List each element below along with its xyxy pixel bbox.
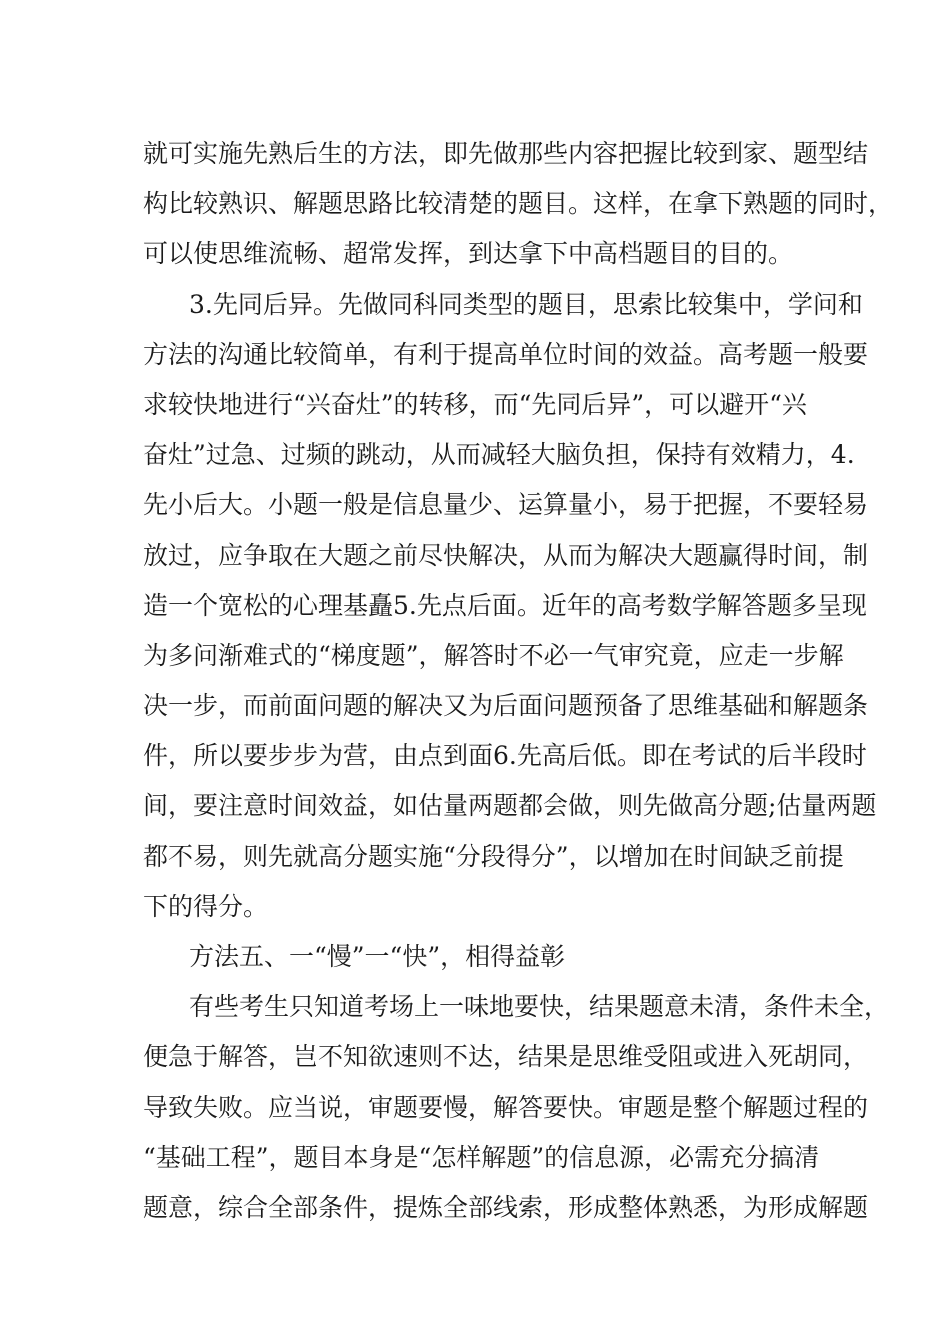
text-line: “基础工程”，题目本身是“怎样解题”的信息源，必需充分搞清 — [143, 1142, 820, 1172]
text-line: 决一步，而前面问题的解决又为后面问题预备了思维基础和解题条 — [143, 691, 869, 721]
body-text — [143, 129, 894, 1233]
text-line: 方法的沟通比较简单，有利于提高单位时间的效益。高考题一般要 — [143, 339, 869, 369]
section-heading: 方法五、一“慢”一“快”，相得益彰 — [189, 942, 566, 971]
text-line: 件，所以要步步为营，由点到面6.先高后低。即在考试的后半段时 — [143, 741, 867, 771]
text-line: 便急于解答，岂不知欲速则不达，结果是思维受阻或进入死胡同， — [143, 1042, 869, 1072]
text-line: 求较快地进行“兴奋灶”的转移，而“先同后异”，可以避开“兴 — [143, 389, 807, 419]
text-line: 奋灶”过急、过频的跳动，从而减轻大脑负担，保持有效精力，4. — [143, 440, 855, 470]
text-line: 导致失败。应当说，审题要慢，解答要快。审题是整个解题过程的 — [143, 1092, 869, 1122]
text-line: 放过，应争取在大题之前尽快解决，从而为解决大题赢得时间，制 — [143, 540, 869, 570]
paragraph-start-line: 有些考生只知道考场上一味地要快，结果题意未清，条件未全， — [189, 992, 890, 1022]
text-line: 就可实施先熟后生的方法，即先做那些内容把握比较到家、题型结 — [143, 139, 869, 168]
text-line: 造一个宽松的心理基矗5.先点后面。近年的高考数学解答题多呈现 — [143, 590, 867, 620]
text-line: 都不易，则先就高分题实施“分段得分”，以增加在时间缺乏前提 — [143, 841, 844, 871]
paragraph-start-line: 3.先同后异。先做同科同类型的题目，思索比较集中，学问和 — [189, 289, 863, 319]
text-line: 下的得分。 — [143, 891, 269, 921]
text-line: 题意，综合全部条件，提炼全部线索，形成整体熟悉，为形成解题 — [143, 1192, 869, 1222]
text-line: 构比较熟识、解题思路比较清楚的题目。这样，在拿下熟题的同时， — [143, 189, 894, 219]
text-line: 间，要注意时间效益，如估量两题都会做，则先做高分题;估量两题 — [143, 791, 877, 821]
text-line: 先小后大。小题一般是信息量少、运算量小，易于把握，不要轻易 — [143, 490, 869, 520]
text-line: 可以使思维流畅、超常发挥，到达拿下中高档题目的目的。 — [143, 239, 794, 269]
text-line: 为多问渐难式的“梯度题”，解答时不必一气审究竟，应走一步解 — [143, 640, 844, 670]
